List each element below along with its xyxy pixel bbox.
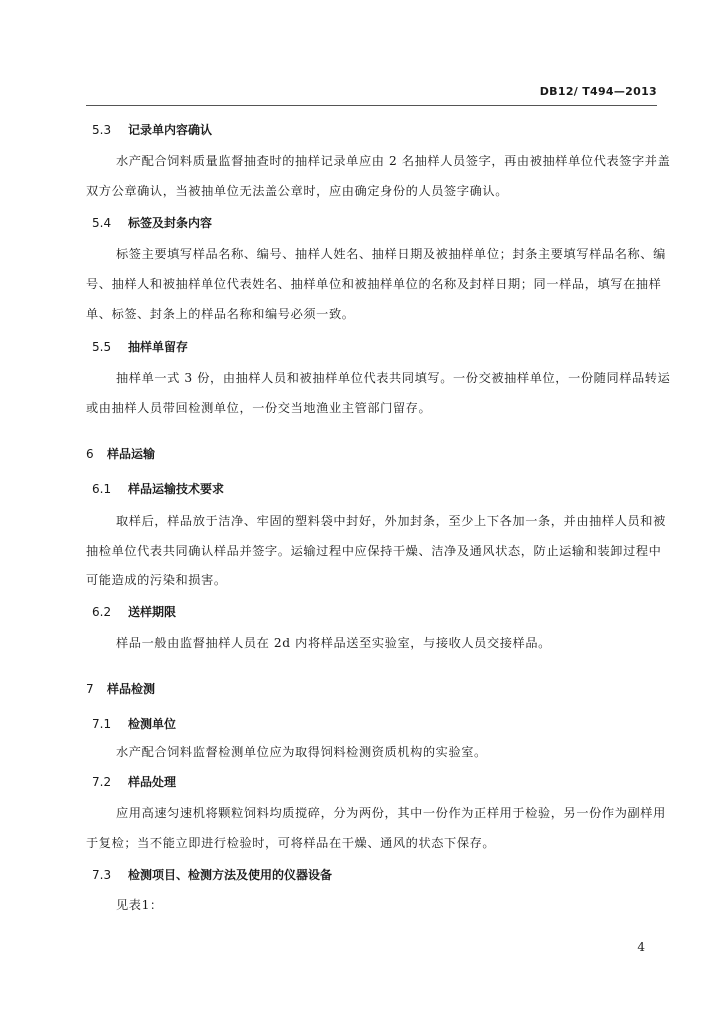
chapter-heading-6 [86, 445, 155, 462]
paragraph-line: 抽样单一式 3 份，由抽样人员和被抽样单位代表共同填写。一份交被抽样单位，一份随同样品转运 [116, 371, 671, 385]
chapter-number: 7 [86, 682, 94, 696]
section-title: 样品处理 [128, 775, 177, 789]
paragraph-line: 可能造成的污染和损害。 [86, 573, 227, 587]
section-number: 5.3 [92, 123, 112, 137]
section-number: 7.1 [92, 717, 112, 731]
section-title: 检测项目、检测方法及使用的仪器设备 [128, 868, 333, 882]
paragraph-line: 单、标签、封条上的样品名称和编号必须一致。 [86, 307, 355, 321]
chapter-title: 样品运输 [107, 447, 156, 461]
paragraph-line: 号、抽样人和被抽样单位代表姓名、抽样单位和被抽样单位的名称及封样日期；同一样品，填写在抽样 [86, 277, 662, 291]
paragraph-line: 双方公章确认，当被抽单位无法盖公章时，应由确定身份的人员签字确认。 [86, 184, 508, 198]
section-heading-7-2 [92, 773, 176, 790]
section-heading-6-2 [92, 603, 176, 620]
chapter-title: 样品检测 [107, 682, 156, 696]
section-heading-7-3 [92, 866, 332, 883]
section-title: 标签及封条内容 [128, 216, 213, 230]
section-heading-6-1 [92, 480, 224, 497]
section-number: 5.4 [92, 216, 112, 230]
section-title: 送样期限 [128, 605, 177, 619]
paragraph-line: 水产配合饲料质量监督抽查时的抽样记录单应由 2 名抽样人员签字，再由被抽样单位代表签字并盖 [116, 154, 671, 168]
chapter-heading-7 [86, 680, 155, 697]
section-title: 抽样单留存 [128, 340, 189, 354]
section-heading-7-1 [92, 715, 176, 732]
paragraph-line: 应用高速匀速机将颗粒饲料均质搅碎，分为两份，其中一份作为正样用于检验，另一份作为副样用 [116, 806, 666, 820]
section-number: 6.1 [92, 482, 112, 496]
section-heading-5-3 [92, 121, 212, 138]
section-heading-5-4 [92, 214, 212, 231]
paragraph-line: 或由抽样人员带回检测单位，一份交当地渔业主管部门留存。 [86, 401, 432, 415]
section-number: 6.2 [92, 605, 112, 619]
chapter-number: 6 [86, 447, 94, 461]
paragraph-line: 样品一般由监督抽样人员在 2d 内将样品送至实验室，与接收人员交接样品。 [116, 636, 551, 650]
page-number: 4 [637, 940, 645, 954]
paragraph-line: 见表1： [116, 898, 163, 912]
paragraph-line: 取样后，样品放于洁净、牢固的塑料袋中封好，外加封条，至少上下各加一条，并由抽样人员和被 [116, 514, 666, 528]
section-number: 7.2 [92, 775, 112, 789]
document-code: DB12/ T494—2013 [539, 85, 657, 98]
paragraph-line: 标签主要填写样品名称、编号、抽样人姓名、抽样日期及被抽样单位；封条主要填写样品名称、编 [116, 247, 666, 261]
paragraph-line: 抽检单位代表共同确认样品并签字。运输过程中应保持干燥、洁净及通风状态，防止运输和装卸过程中 [86, 544, 662, 558]
section-number: 5.5 [92, 340, 112, 354]
section-number: 7.3 [92, 868, 112, 882]
header-rule [86, 105, 657, 106]
section-title: 样品运输技术要求 [128, 482, 225, 496]
paragraph-line: 水产配合饲料监督检测单位应为取得饲料检测资质机构的实验室。 [116, 745, 487, 759]
section-title: 检测单位 [128, 717, 177, 731]
paragraph-line: 于复检；当不能立即进行检验时，可将样品在干燥、通风的状态下保存。 [86, 836, 496, 850]
section-title: 记录单内容确认 [128, 123, 213, 137]
section-heading-5-5 [92, 338, 188, 355]
